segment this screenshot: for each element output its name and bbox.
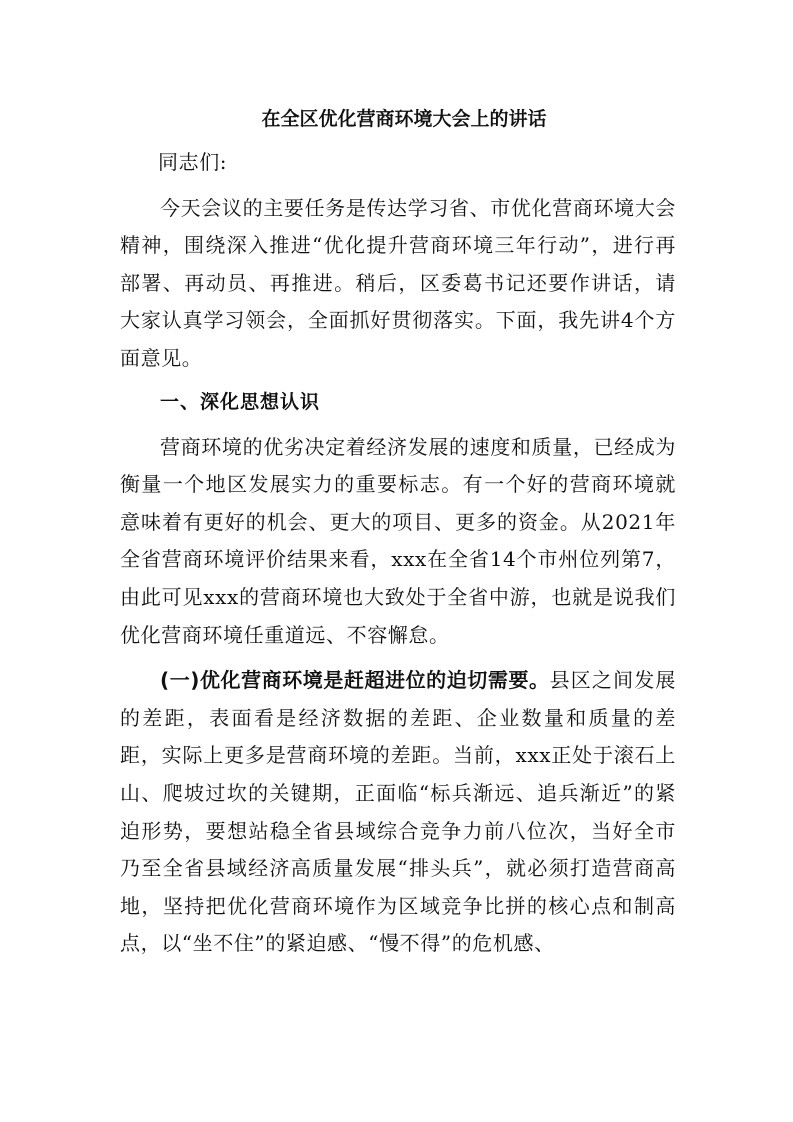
- section-heading-1: 一、深化思想认识: [160, 390, 321, 413]
- intro-paragraph: 今天会议的主要任务是传达学习省、市优化营商环境大会精神，围绕深入推进“优化提升营商环境三年行动”，进行再部署、再动员、再推进。稍后，区委葛书记还要作讲话，请大家认真学习领会，全面抓好贯彻落实。下面，我先讲4个方面意见。: [120, 195, 676, 370]
- document-title: 在全区优化营商环境大会上的讲话: [261, 108, 547, 130]
- section1-subsection-1: [120, 662, 676, 963]
- subsection-heading: (一)优化营商环境是赶超进位的迫切需要。: [160, 668, 550, 693]
- document-page: [120, 100, 676, 963]
- subsection-text: 县区之间发展的差距，表面看是经济数据的差距、企业数量和质量的差距，实际上更多是营商环境的差距。当前，xxx正处于滚石上山、爬坡过坎的关键期，正面临“标兵渐远、追兵渐近”的紧迫形势，要想站稳全省县域综合竞争力前八位次，当好全市乃至全省县域经济高质量发展“排头兵”，就必须打造营商高地，坚持把优化营商环境作为区域竞争比拼的核心点和制高点，以“坐不住”的紧迫感、“慢不得”的危机感、: [120, 668, 677, 956]
- salutation: 同志们:: [158, 150, 228, 174]
- section1-paragraph-1: 营商环境的优劣决定着经济发展的速度和质量，已经成为衡量一个地区发展实力的重要标志。有一个好的营商环境就意味着有更好的机会、更大的项目、更多的资金。从2021年全省营商环境评价结果来看，xxx在全省14个市州位列第7，由此可见xxx的营商环境也大致处于全省中游，也就是说我们优化营商环境任重道远、不容懈怠。: [120, 434, 676, 647]
